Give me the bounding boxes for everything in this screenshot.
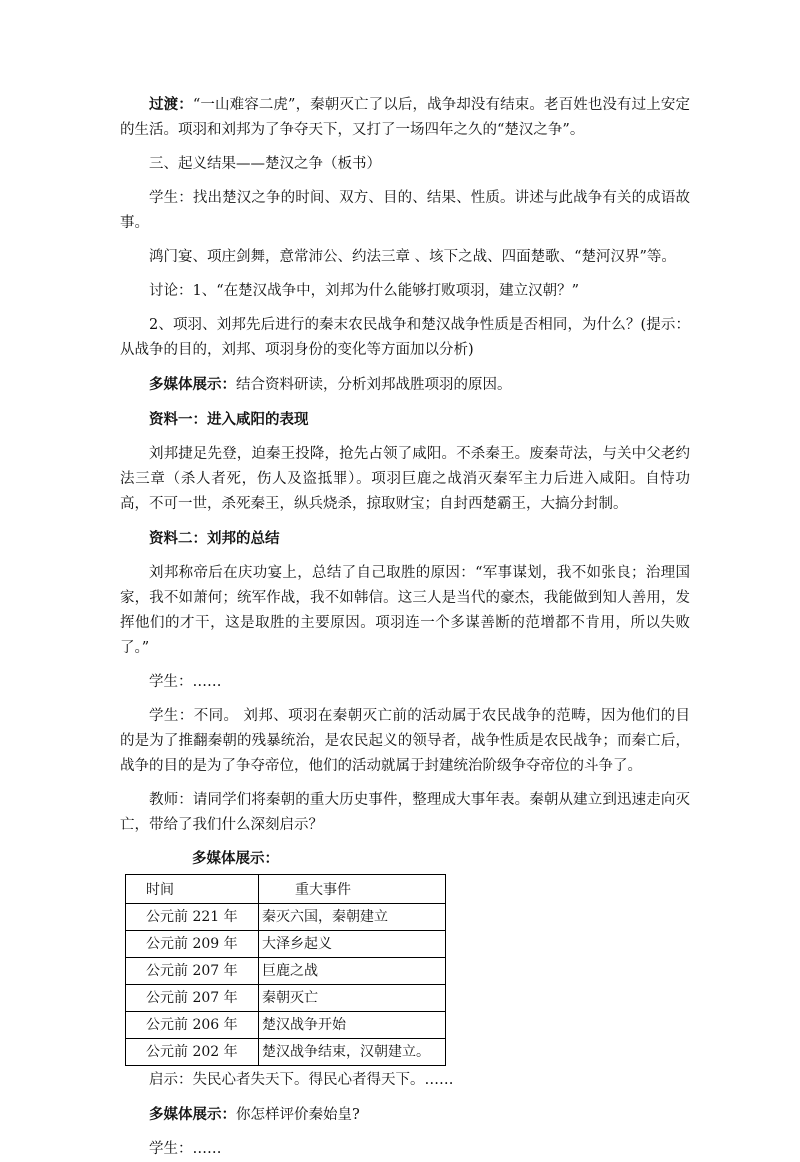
student-paragraph-2: 学生：…… bbox=[149, 674, 222, 690]
material-title-2: 资料二：刘邦的总结 bbox=[149, 530, 280, 547]
document-page bbox=[120, 92, 690, 1162]
table-cell: 公元前 207 年 bbox=[126, 958, 259, 985]
table-row bbox=[126, 1039, 446, 1066]
table-row bbox=[126, 985, 446, 1012]
media-paragraph-2 bbox=[120, 1102, 690, 1128]
table-cell: 巨鹿之战 bbox=[259, 958, 446, 985]
material-title: 资料一：进入咸阳的表现 bbox=[149, 411, 309, 428]
transition-label: 过渡： bbox=[149, 96, 193, 113]
timeline-table bbox=[125, 874, 446, 1066]
table-cell: 大泽乡起义 bbox=[259, 931, 446, 958]
idioms-paragraph: 鸿门宴、项庄剑舞，意常沛公、约法三章 、垓下之战、四面楚歌、“楚河汉界”等。 bbox=[149, 249, 676, 265]
table-cell: 楚汉战争开始 bbox=[259, 1012, 446, 1039]
table-header: 重大事件 bbox=[259, 875, 446, 904]
table-header-row bbox=[126, 875, 446, 904]
discussion-paragraph: 讨论：1、“在楚汉战争中，刘邦为什么能够打败项羽，建立汉朝？” bbox=[149, 283, 580, 299]
teacher-paragraph: 教师：请同学们将秦朝的重大历史事件，整理成大事年表。秦朝从建立到迅速走向灭亡，带给了我们什么深刻启示？ bbox=[120, 792, 690, 833]
table-cell: 公元前 202 年 bbox=[126, 1039, 259, 1066]
material-paragraph-2: 刘邦称帝后在庆功宴上，总结了自己取胜的原因：“军事谋划，我不如张良；治理国家，我不如萧何；统军作战，我不如韩信。这三人是当代的豪杰，我能做到知人善用，发挥他们的才干，这是取胜的主要原因。项羽连一个多谋善断的范增都不肯用，所以失败了。” bbox=[120, 565, 690, 656]
media-label-table: 多媒体展示： bbox=[192, 850, 279, 867]
table-row bbox=[126, 904, 446, 931]
student-paragraph-3: 学生：不同。 刘邦、项羽在秦朝灭亡前的活动属于农民战争的范畴，因为他们的目的是为了推翻秦朝的残暴统治，是农民起义的领导者，战争性质是农民战争；而秦亡后，战争的目的是为了争夺帝位，他们的活动就属于封建统治阶级争夺帝位的斗争了。 bbox=[120, 708, 690, 774]
table-header: 时间 bbox=[126, 875, 259, 904]
insight-paragraph: 启示：失民心者失天下。得民心者得天下。…… bbox=[149, 1072, 454, 1088]
media-text: 结合资料研读，分析刘邦战胜项羽的原因。 bbox=[236, 377, 512, 393]
media-label: 多媒体展示： bbox=[149, 376, 236, 393]
material-paragraph: 刘邦捷足先登，迫秦王投降，抢先占领了咸阳。不杀秦王。废秦苛法，与关中父老约法三章（杀人者死，伤人及盗抵罪）。项羽巨鹿之战消灭秦军主力后进入咸阳。自恃功高，不可一世，杀死秦王，纵兵烧杀，掠取财宝；自封西楚霸王，大搞分封制。 bbox=[120, 446, 690, 512]
table-row bbox=[126, 931, 446, 958]
table-cell: 秦灭六国，秦朝建立 bbox=[259, 904, 446, 931]
student-paragraph: 学生：找出楚汉之争的时间、双方、目的、结果、性质。讲述与此战争有关的成语故事。 bbox=[120, 190, 690, 231]
table-cell: 公元前 206 年 bbox=[126, 1012, 259, 1039]
table-cell: 秦朝灭亡 bbox=[259, 985, 446, 1012]
student-paragraph-4: 学生：…… bbox=[149, 1141, 222, 1157]
section-heading: 三、起义结果——楚汉之争（板书） bbox=[149, 156, 381, 172]
transition-text: “一山难容二虎”，秦朝灭亡了以后，战争却没有结束。老百姓也没有过上安定的生活。项羽和刘邦为了争夺天下，又打了一场四年之久的“楚汉之争”。 bbox=[120, 97, 691, 138]
media-paragraph bbox=[120, 372, 690, 398]
table-cell: 公元前 221 年 bbox=[126, 904, 259, 931]
transition-paragraph bbox=[120, 92, 690, 143]
discussion-paragraph-2: 2、项羽、刘邦先后进行的秦末农民战争和楚汉战争性质是否相同，为什么？(提示：从战争的目的，刘邦、项羽身份的变化等方面加以分析) bbox=[120, 317, 690, 358]
media-text: 你怎样评价秦始皇? bbox=[236, 1107, 360, 1123]
table-cell: 楚汉战争结束，汉朝建立。 bbox=[259, 1039, 446, 1066]
media-label: 多媒体展示： bbox=[149, 1106, 236, 1123]
table-cell: 公元前 207 年 bbox=[126, 985, 259, 1012]
table-row bbox=[126, 1012, 446, 1039]
table-cell: 公元前 209 年 bbox=[126, 931, 259, 958]
table-row bbox=[126, 958, 446, 985]
